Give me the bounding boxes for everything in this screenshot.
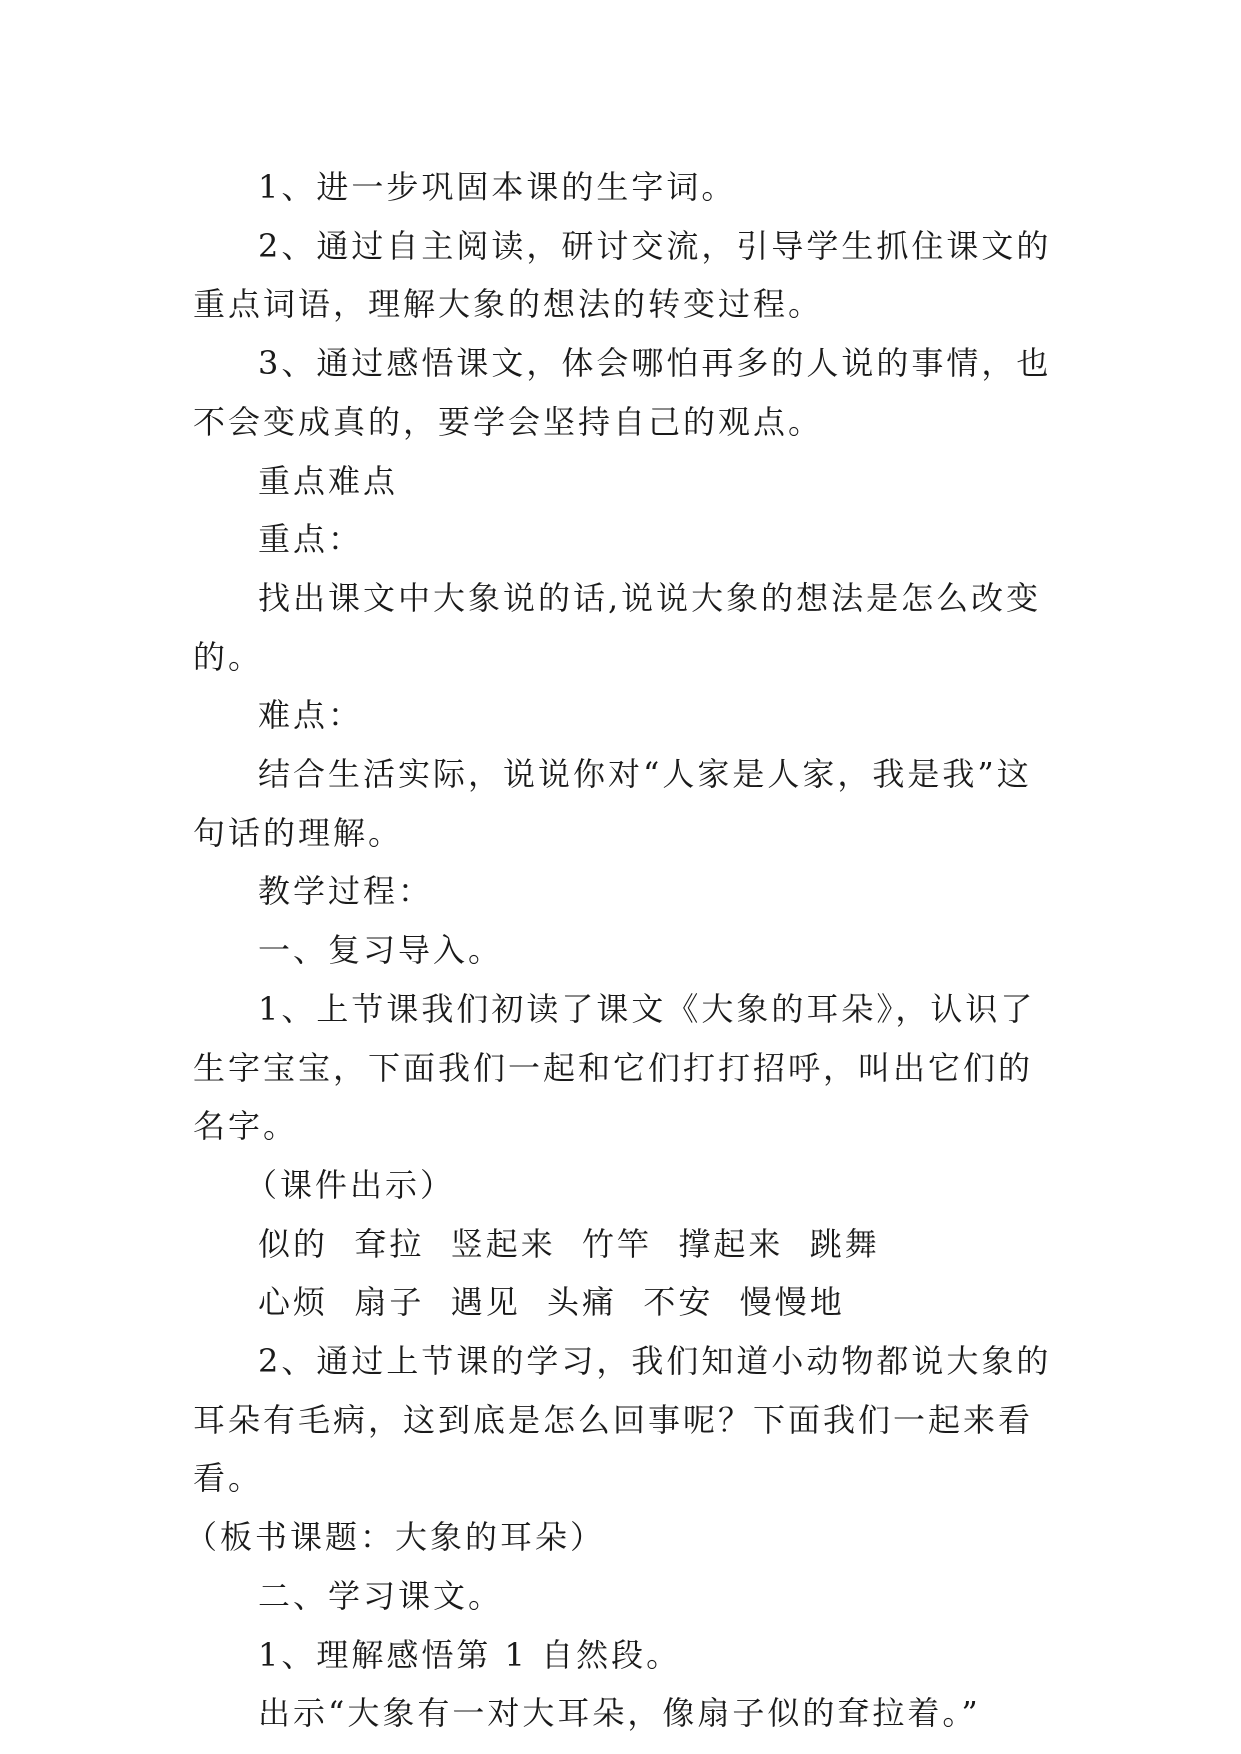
step-1-heading: 一、复习导入。 — [258, 931, 504, 970]
goal-2: 2、通过自主阅读，研讨交流，引导学生抓住课文的重点词语，理解大象的想法的转变过程。 — [193, 226, 1052, 324]
step-1-item-2: 2、通过上节课的学习，我们知道小动物都说大象的耳朵有毛病，这到底是怎么回事呢？下面我们一起来看看。 — [193, 1342, 1052, 1498]
section-heading-key-points: 重点难点 — [258, 461, 399, 500]
key-point-text: 找出课文中大象说的话,说说大象的想法是怎么改变的。 — [193, 578, 1042, 676]
courseware-note: （课件出示） — [245, 1165, 456, 1204]
goal-1: 1、进一步巩固本课的生字词。 — [258, 168, 737, 206]
document-body — [185, 158, 1053, 1743]
step-2-heading: 二、学习课文。 — [258, 1576, 504, 1615]
difficulty-label: 难点： — [258, 696, 364, 735]
vocabulary-row-1: 似的 耷拉 竖起来 竹竿 撑起来 跳舞 — [258, 1224, 880, 1263]
key-point-label: 重点： — [258, 520, 364, 559]
step-1-item-1: 1、上节课我们初读了课文《大象的耳朵》，认识了生字宝宝，下面我们一起和它们打打招呼，叫出它们的名字。 — [193, 989, 1036, 1146]
step-2-display-quote: 出示“大象有一对大耳朵，像扇子似的耷拉着。” — [258, 1694, 981, 1733]
step-2-item-1: 1、理解感悟第 1 自然段。 — [258, 1635, 682, 1674]
goal-3: 3、通过感悟课文，体会哪怕再多的人说的事情，也不会变成真的，要学会坚持自己的观点。 — [193, 344, 1052, 441]
blackboard-title-note: （板书课题：大象的耳朵） — [185, 1518, 606, 1557]
vocabulary-row-2: 心烦 扇子 遇见 头痛 不安 慢慢地 — [258, 1283, 845, 1322]
difficulty-text: 结合生活实际，说说你对“人家是人家，我是我”这句话的理解。 — [193, 755, 1032, 852]
section-heading-process: 教学过程： — [258, 872, 434, 911]
